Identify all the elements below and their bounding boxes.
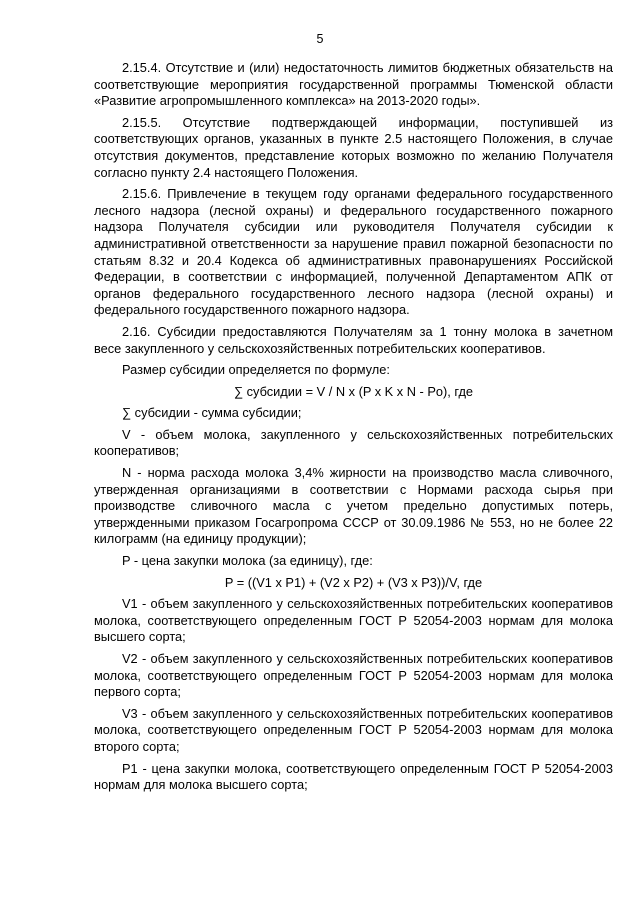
page-number: 5 bbox=[316, 32, 324, 46]
definition-p1: P1 - цена закупки молока, соответствующего определенным ГОСТ Р 52054-2003 нормам для молока высшего сорта; bbox=[94, 760, 613, 793]
clause-2-16: 2.16. Субсидии предоставляются Получателям за 1 тонну молока в зачетном весе закупленного у сельскохозяйственных потребительских кооперативов. bbox=[94, 323, 613, 356]
subsidy-formula: ∑ субсидии = V / N x (P x K x N - Po), где bbox=[233, 383, 474, 399]
definition-n: N - норма расхода молока 3,4% жирности на производство масла сливочного, утвержденная организациями в соответствии с Нормами расхода сырья при производстве сливочного масла с учетом предельно допустимых потерь, утвержденными приказом Госагропрома СССР от 30.09.1986 № 553, но не более 22 килограмм (на единицу продукции); bbox=[94, 465, 613, 547]
clause-2-15-6: 2.15.6. Привлечение в текущем году органами федерального государственного лесного надзора (лесной охраны) и федерального государственного пожарного надзора Получателя субсидии или руководителя Получателя субсидии к административной ответственности за нарушение правил пожарной безопасности по статьям 8.32 и 20.4 Кодекса об административных правонарушениях Российской Федерации, в соответствии с информацией, полученной Департаментом АПК от органов федерального государственного лесного надзора (лесной охраны) и федерального государственного пожарного надзора. bbox=[94, 186, 613, 318]
formula-intro: Размер субсидии определяется по формуле: bbox=[122, 362, 390, 378]
definition-v2: V2 - объем закупленного у сельскохозяйственных потребительских кооперативов молока, соответствующего определенным ГОСТ Р 52054-2003 нормам для молока первого сорта; bbox=[94, 651, 613, 700]
document-body bbox=[94, 60, 613, 799]
definition-v3: V3 - объем закупленного у сельскохозяйственных потребительских кооперативов молока, соответствующего определенным ГОСТ Р 52054-2003 нормам для молока второго сорта; bbox=[94, 705, 613, 754]
definition-sum: ∑ субсидии - сумма субсидии; bbox=[122, 405, 302, 421]
definition-v1: V1 - объем закупленного у сельскохозяйственных потребительских кооперативов молока, соответствующего определенным ГОСТ Р 52054-2003 нормам для молока высшего сорта; bbox=[94, 596, 613, 645]
price-formula: P = ((V1 x P1) + (V2 x P2) + (V3 x P3))/V, где bbox=[224, 574, 483, 590]
clause-2-15-5: 2.15.5. Отсутствие подтверждающей информации, поступившей из соответствующих органов, указанных в пункте 2.5 настоящего Положения, в случае отсутствия документов, представление которых возможно по желанию Получателя согласно пункту 2.4 настоящего Положения. bbox=[94, 114, 613, 180]
clause-2-15-4: 2.15.4. Отсутствие и (или) недостаточность лимитов бюджетных обязательств на соответствующие мероприятия государственной программы Тюменской области «Развитие агропромышленного комплекса» на 2013-2020 годы». bbox=[94, 60, 613, 109]
definition-p: P - цена закупки молока (за единицу), где: bbox=[122, 553, 373, 569]
definition-v: V - объем молока, закупленного у сельскохозяйственных потребительских кооперативов; bbox=[94, 426, 613, 459]
